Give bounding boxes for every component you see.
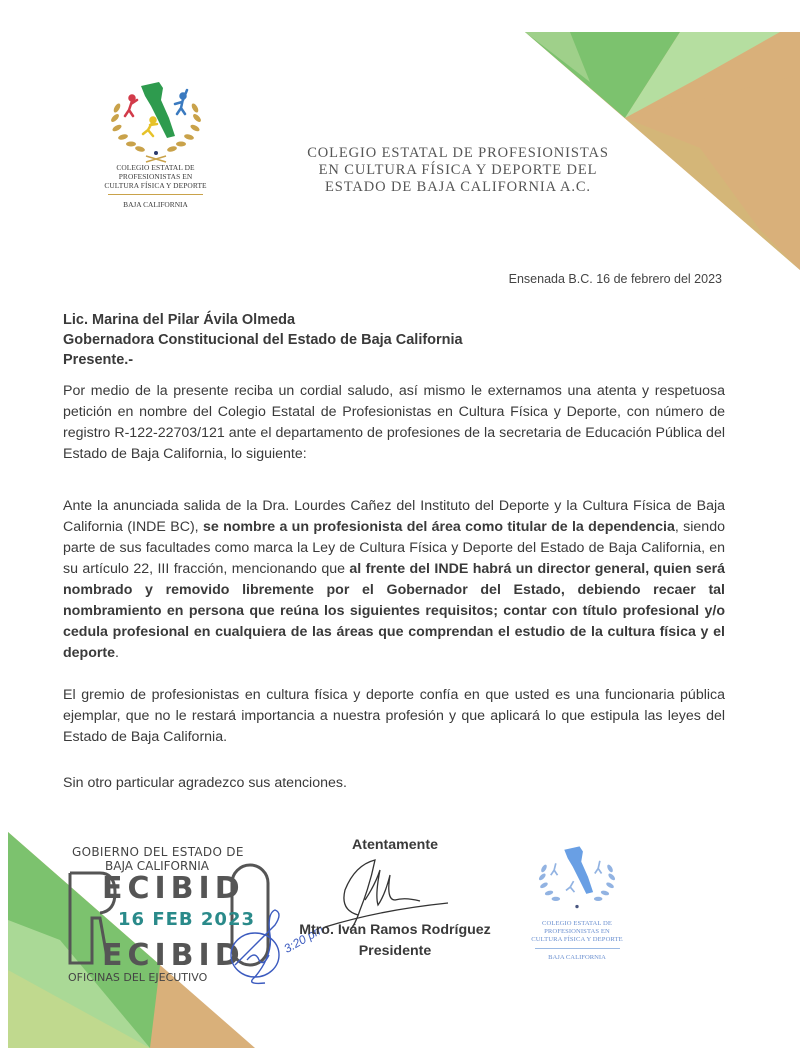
stamp-received-label: ECIBID [102, 938, 245, 973]
paragraph-closing: Sin otro particular agradezco sus atenciones. [63, 775, 347, 791]
paragraph-greeting: Por medio de la presente reciba un cordial saludo, así mismo le externamos una atenta y respetuosa petición en nombre del Colegio Estatal de Profesionistas en Cultura Física y Deporte, con número de registro R-122-22703/121 ante el departamento de profesiones de la secretaria de Educación Pública del Estado de Baja California, lo siguiente: [63, 383, 725, 462]
paragraph-trust: El gremio de profesionistas en cultura física y deporte confía en que usted es una funcionaria pública ejemplar, que no le restará importancia a nuestra profesión y que aplicará lo que estipula las leyes del Estado de Baja California. [63, 687, 725, 745]
logo-divider [108, 194, 203, 195]
organization-title-line: ESTADO DE BAJA CALIFORNIA A.C. [325, 179, 591, 195]
recipient-block [63, 310, 463, 370]
logo-caption-line: PROFESIONISTAS EN [118, 172, 193, 181]
organization-title-line: COLEGIO ESTATAL DE PROFESIONISTAS [307, 145, 609, 161]
stamp-received-label: ECIBID [102, 871, 245, 906]
paragraph-request-text: , siendo parte de sus facultades como marca la Ley de Cultura Física y Deporte del Estado de Baja California, en su artículo 22, III fracción, mencionando que [63, 519, 725, 577]
recipient-salutation: Presente.- [63, 352, 134, 368]
seal-caption-line: COLEGIO ESTATAL DE [541, 920, 613, 927]
organization-seal [517, 843, 637, 962]
paragraph-request-text: . [115, 645, 119, 661]
signer-name: Mtro. Iván Ramos Rodríguez [299, 922, 491, 938]
paragraph-request-text: Ante la anunciada salida de la Dra. Lourdes Cañez del Instituto del Deporte y la Cultura Física de Baja California (INDE BC), [63, 498, 725, 535]
stamp-date: 16 FEB 2023 [118, 909, 255, 930]
stamp-government-line: GOBIERNO DEL ESTADO DE [72, 845, 244, 859]
logo-caption-line: COLEGIO ESTATAL DE [116, 163, 195, 172]
closing-word: Atentamente [352, 837, 438, 853]
logo-caption [88, 163, 223, 190]
paragraph-request-law-quote: al frente del INDE habrá un director general, quien será nombrado y removido libremente por el Gobernador del Estado, debiendo recaer tal nombramiento en persona que reúna los siguientes requisitos; contar con título profesional y/o cedula profesional en cualquiera de las áreas que comprendan el estudio de la cultura física y el deporte [63, 561, 725, 661]
seal-region: BAJA CALIFORNIA [548, 954, 606, 961]
logo-caption-line: CULTURA FÍSICA Y DEPORTE [104, 181, 207, 190]
paragraph-request-emphasis: se nombre a un profesionista del área como titular de la dependencia [202, 519, 675, 535]
recipient-name: Lic. Marina del Pilar Ávila Olmeda [63, 312, 296, 328]
seal-caption [517, 920, 637, 944]
seal-caption-line: PROFESIONISTAS EN [544, 928, 610, 935]
organization-title-line: EN CULTURA FÍSICA Y DEPORTE DEL [318, 162, 598, 178]
seal-divider [535, 948, 620, 949]
letter-date: Ensenada B.C. 16 de febrero del 2023 [508, 272, 722, 286]
logo-region: BAJA CALIFORNIA [123, 200, 188, 209]
seal-caption-line: CULTURA FÍSICA Y DEPORTE [531, 936, 623, 943]
handwritten-time: 3:20 pm [281, 922, 326, 956]
laurel-seal-icon [527, 843, 627, 915]
stamp-state: BAJA CALIFORNIA [105, 859, 210, 873]
laurel-emblem-icon [101, 78, 211, 163]
organization-logo [88, 78, 223, 209]
stamp-office: OFICINAS DEL EJECUTIVO [68, 971, 208, 984]
paragraph-request [63, 496, 725, 664]
recipient-title: Gobernadora Constitucional del Estado de Baja California [63, 332, 463, 348]
organization-title [282, 145, 634, 196]
signer-role: Presidente [358, 943, 432, 959]
